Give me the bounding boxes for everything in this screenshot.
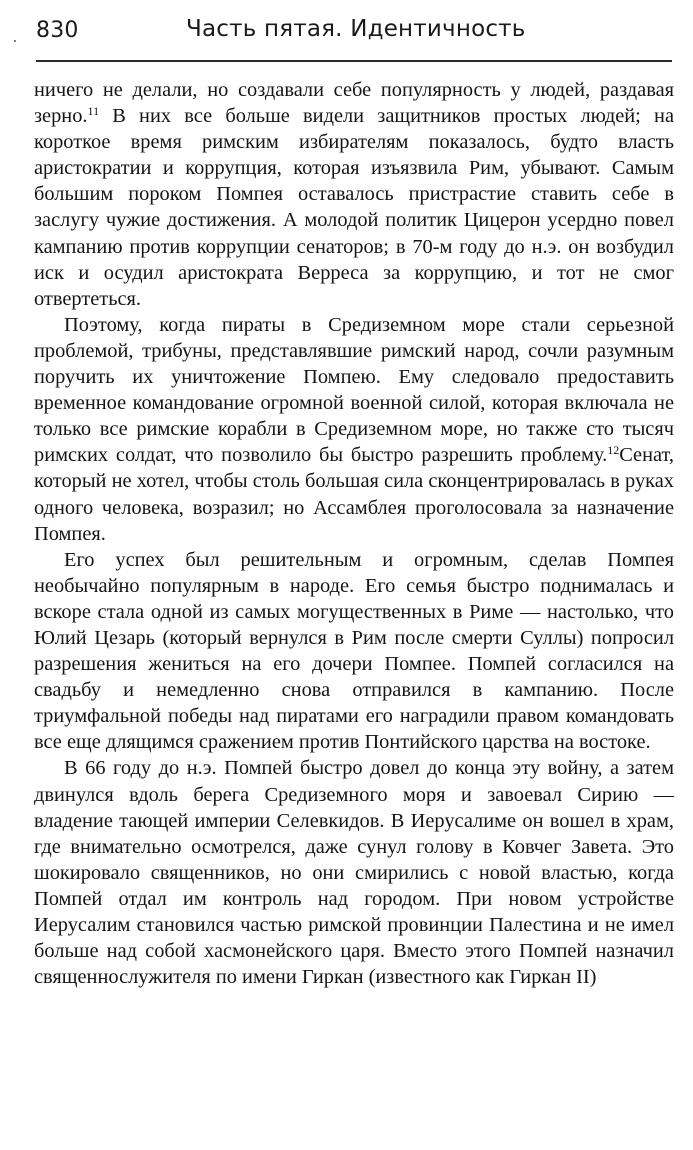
page-header <box>36 12 674 52</box>
scan-speck <box>14 40 16 42</box>
header-rule <box>36 60 672 62</box>
paragraph <box>34 547 674 756</box>
paragraph <box>34 755 674 990</box>
body-text <box>34 77 674 990</box>
paragraph-text: Поэтому, когда пираты в Средиземном море стали серьезной проблемой, трибуны, представлявшие римский народ, сочли разумным поручить их уничтожение Помпею. Ему следовало предоставить временное командование огромной военной силой, которая включала не только все римские корабли в Средиземном море, но также сто тысяч римских солдат, что позволило бы быстро разрешить проблему. <box>34 313 674 467</box>
running-title: Часть пятая. Идентичность <box>186 16 526 42</box>
paragraph-text: В них все больше видели защитников простых людей; на короткое время римским избирателям показалось, будто власть аристократии и коррупция, которая изъязвила Рим, убывают. Самым большим пороком Помпея оставалось пристрастие ставить себе в заслугу чужие достижения. А молодой политик Цицерон усердно повел кампанию против коррупции сенаторов; в 70-м году до н.э. он возбудил иск и осудил аристократа Верреса за коррупцию, и тот не смог отвертеться. <box>34 105 674 310</box>
paragraph <box>34 312 674 547</box>
footnote-ref[interactable]: 12 <box>607 443 620 458</box>
paragraph-text: ничего не делали, но создавали себе популярность у людей, раздавая зерно. <box>34 79 674 128</box>
paragraph-text: В 66 году до н.э. Помпей быстро довел до конца эту войну, а затем двинулся вдоль берега Средиземного моря и завоевал Сирию — владение тающей империи Селевкидов. В Иерусалиме он вошел в храм, где внимательно осмотрелся, даже сунул голову в Ковчег Завета. Это шокировало священников, но они смирились с новой властью, когда Помпей отдал им контроль над городом. При новом устройстве Иерусалим становился частью римской провинции Палестина и не имел больше над собой хасмонейского царя. Вместо этого Помпей назначил священнослужителя по имени Гиркан (известного как Гиркан II) <box>34 757 674 989</box>
page-number: 830 <box>36 18 79 43</box>
paragraph-text: Его успех был решительным и огромным, сделав Помпея необычайно популярным в народе. Его семья быстро поднималась и вскоре стала одной из самых могущественных в Риме — настолько, что Юлий Цезарь (который вернулся в Рим после смерти Суллы) попросил разрешения жениться на его дочери Помпее. Помпей согласился на свадьбу и немедленно снова отправился в кампанию. После триумфальной победы над пиратами его наградили правом командовать все еще длящимся сражением против Понтийского царства на востоке. <box>34 548 674 754</box>
paragraph-text: Сенат, который не хотел, чтобы столь большая сила сконцентрировалась в руках одного человека, возразил; но Ассамблея проголосовала за назначение Помпея. <box>34 444 674 545</box>
paragraph <box>34 77 674 312</box>
footnote-ref[interactable]: 11 <box>87 104 100 119</box>
